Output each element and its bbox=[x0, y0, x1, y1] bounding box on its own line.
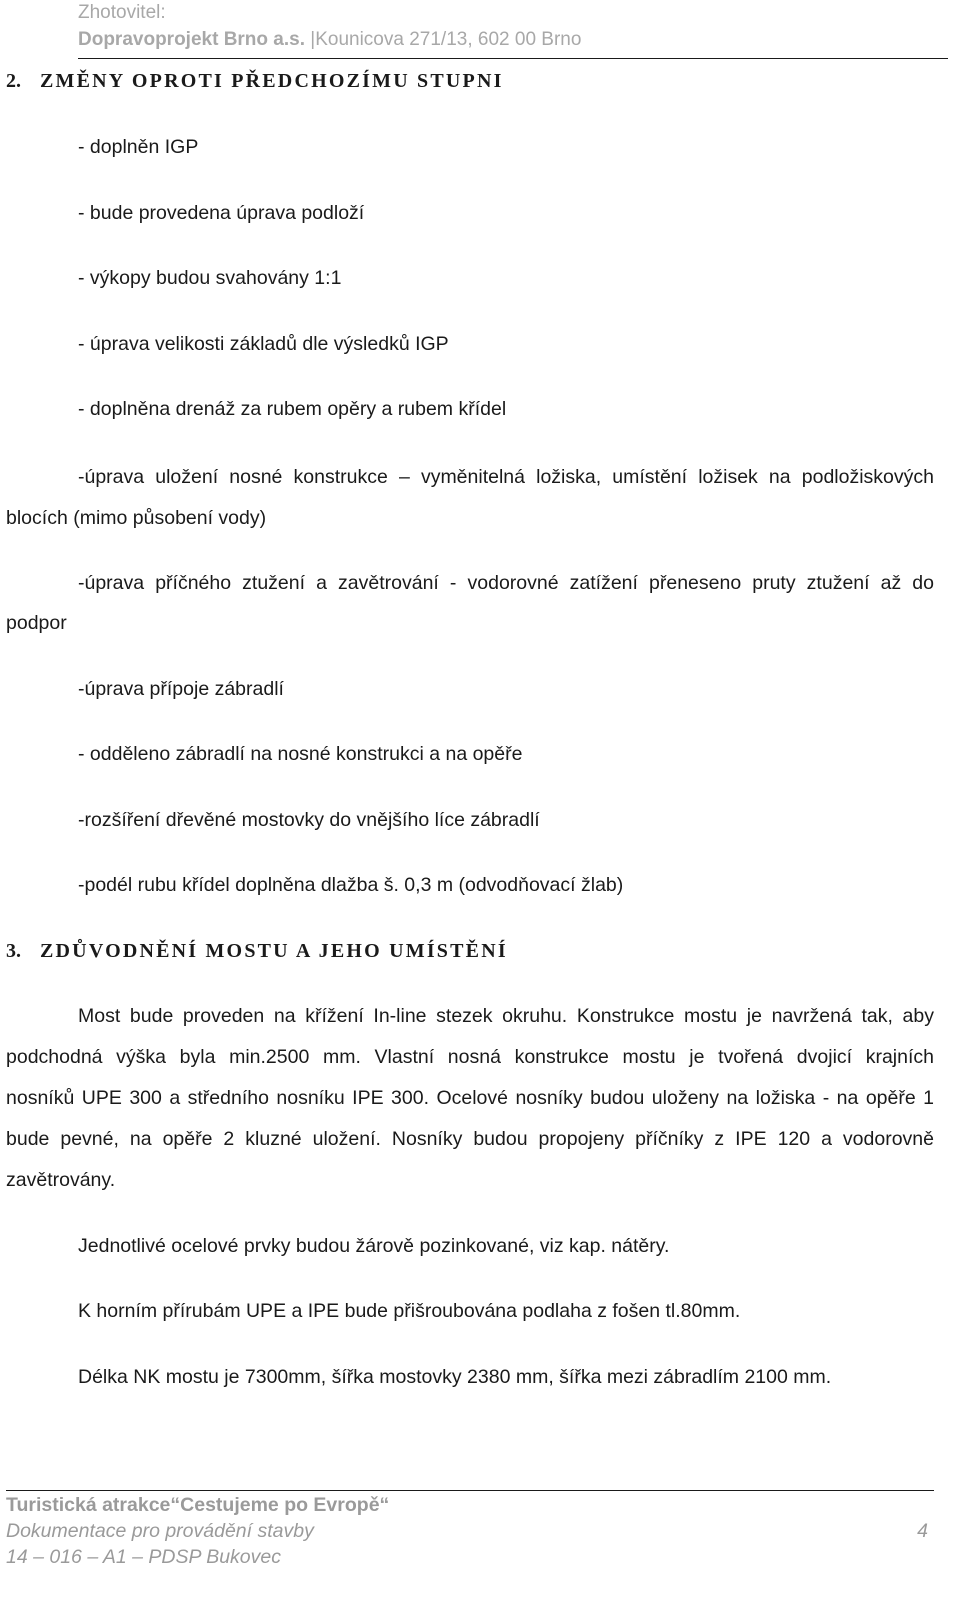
paragraph-line-text: nosníků UPE 300 a středního nosníku IPE 300. Ocelové nosníky budou uloženy na ložiska - na opěře 1 bbox=[6, 1087, 934, 1109]
contractor-info bbox=[78, 29, 581, 51]
footer-document-type: Dokumentace pro provádění stavby bbox=[6, 1520, 314, 1542]
list-item: - výkopy budou svahovány 1:1 bbox=[78, 267, 342, 289]
list-item-bracing-line1: -úprava příčného ztužení a zavětrování - vodorovné zatížení přeneseno pruty ztužení až do bbox=[78, 572, 934, 594]
paragraph-line-last: zavětrovány. bbox=[6, 1169, 116, 1191]
paragraph-line bbox=[6, 1046, 934, 1069]
footer-document-code: 14 – 016 – A1 – PDSP Bukovec bbox=[6, 1546, 281, 1568]
paragraph-line-text: bude pevné, na opěře 2 kluzné uložení. Nosníky budou propojeny příčníky z IPE 120 a vodorovně bbox=[6, 1128, 934, 1150]
list-item: -úprava přípoje zábradlí bbox=[78, 678, 284, 700]
list-item-bracing-line2: podpor bbox=[6, 612, 67, 634]
paragraph: Jednotlivé ocelové prvky budou žárově pozinkované, viz kap. nátěry. bbox=[78, 1235, 670, 1257]
footer-project-title: Turistická atrakce“Cestujeme po Evropě“ bbox=[6, 1494, 390, 1516]
footer-divider bbox=[6, 1490, 934, 1491]
section-3-heading bbox=[6, 940, 508, 963]
section-2-number: 2. bbox=[6, 70, 21, 92]
section-3-title: ZDŮVODNĚNÍ MOSTU A JEHO UMÍSTĚNÍ bbox=[40, 940, 508, 962]
paragraph-line bbox=[6, 1087, 934, 1110]
list-item: - odděleno zábradlí na nosné konstrukci a na opěře bbox=[78, 743, 523, 765]
list-item: - úprava velikosti základů dle výsledků IGP bbox=[78, 333, 449, 355]
section-2-heading bbox=[6, 70, 504, 93]
list-item-bearing-line1: -úprava uložení nosné konstrukce – vyměnitelná ložiska, umístění ložisek na podložiskových bbox=[78, 466, 934, 488]
list-item-bearing-line2: blocích (mimo působení vody) bbox=[6, 507, 267, 529]
header-divider bbox=[78, 58, 948, 59]
list-item: - bude provedena úprava podloží bbox=[78, 202, 365, 224]
page-number: 4 bbox=[917, 1520, 928, 1542]
contractor-label: Zhotovitel: bbox=[78, 2, 166, 23]
paragraph-line-text: podchodná výška byla min.2500 mm. Vlastní nosná konstrukce mostu je tvořená dvojicí krajních bbox=[6, 1046, 934, 1068]
section-2-title: ZMĚNY OPROTI PŘEDCHOZÍMU STUPNI bbox=[40, 70, 504, 92]
contractor-address: |Kounicova 271/13, 602 00 Brno bbox=[310, 29, 582, 50]
contractor-company: Dopravoprojekt Brno a.s. bbox=[78, 29, 305, 50]
list-item: -rozšíření dřevěné mostovky do vnějšího líce zábradlí bbox=[78, 809, 540, 831]
list-item: -podél rubu křídel doplněna dlažba š. 0,3 m (odvodňovací žlab) bbox=[78, 874, 624, 896]
list-item: - doplněna drenáž za rubem opěry a rubem křídel bbox=[78, 398, 507, 420]
section-3-number: 3. bbox=[6, 940, 21, 962]
paragraph: Délka NK mostu je 7300mm, šířka mostovky 2380 mm, šířka mezi zábradlím 2100 mm. bbox=[78, 1366, 832, 1388]
paragraph-line: Most bude proveden na křížení In-line stezek okruhu. Konstrukce mostu je navržená tak, aby bbox=[78, 1005, 934, 1027]
list-item: - doplněn IGP bbox=[78, 136, 199, 158]
paragraph: K horním přírubám UPE a IPE bude přišroubována podlaha z fošen tl.80mm. bbox=[78, 1300, 741, 1322]
paragraph-line bbox=[6, 1128, 934, 1151]
